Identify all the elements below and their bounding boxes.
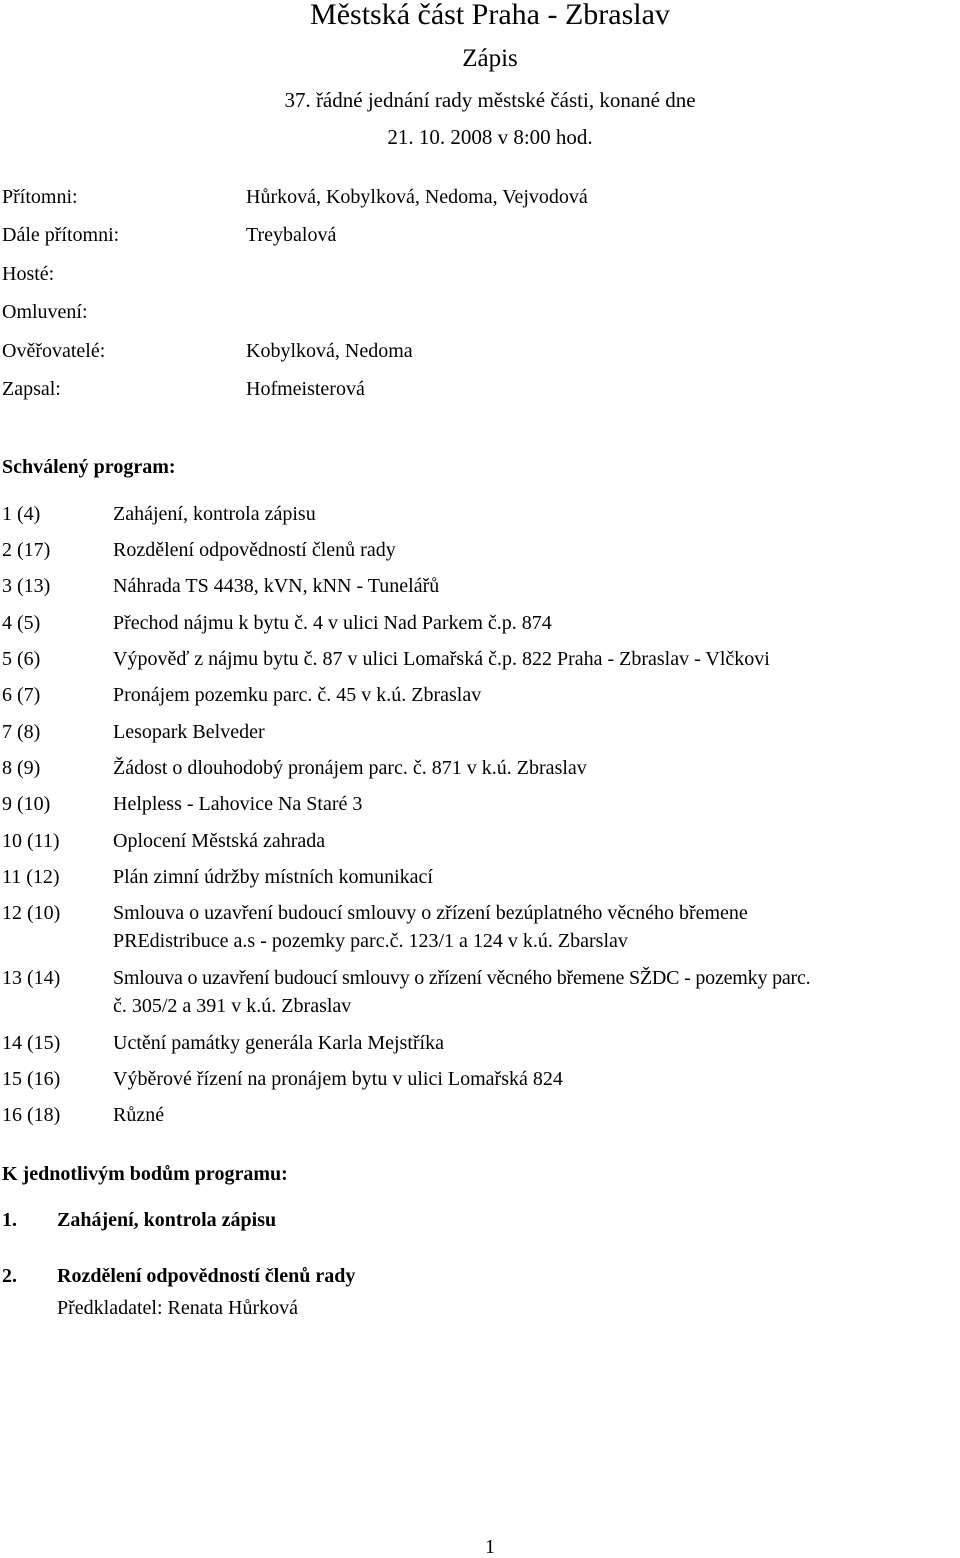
- program-item-text: Náhrada TS 4438, kVN, kNN - Tunelářů: [113, 575, 440, 597]
- program-item-text: Zahájení, kontrola zápisu: [113, 503, 316, 525]
- program-item-number: 6 (7): [2, 684, 41, 706]
- program-item-number: 12 (10): [2, 902, 61, 924]
- program-item-text: Oplocení Městská zahrada: [113, 830, 326, 852]
- details-heading: K jednotlivým bodům programu:: [2, 1163, 288, 1185]
- program-item-number: 4 (5): [2, 612, 41, 634]
- program-item-number: 10 (11): [2, 830, 60, 852]
- program-item-text: Smlouva o uzavření budoucí smlouvy o zřízení bezúplatného věcného břemene: [113, 902, 748, 924]
- program-item-text: Přechod nájmu k bytu č. 4 v ulici Nad Parkem č.p. 874: [113, 612, 552, 634]
- program-item-text: Rozdělení odpovědností členů rady: [113, 539, 396, 561]
- section-number: 2.: [2, 1265, 17, 1287]
- section-presenter: Předkladatel: Renata Hůrková: [57, 1297, 299, 1319]
- program-item-number: 15 (16): [2, 1068, 61, 1090]
- program-item-text-continued: PREdistribuce a.s - pozemky parc.č. 123/1 a 124 v k.ú. Zbarslav: [113, 930, 628, 952]
- program-item-text: Různé: [113, 1104, 165, 1126]
- attendance-value-verifiers: Kobylková, Nedoma: [246, 340, 413, 362]
- program-item-number: 9 (10): [2, 793, 51, 815]
- section-title: Zahájení, kontrola zápisu: [57, 1209, 277, 1231]
- program-item-text: Smlouva o uzavření budoucí smlouvy o zřízení věcného břemene SŽDC - pozemky parc.: [113, 967, 811, 989]
- program-item-number: 3 (13): [2, 575, 51, 597]
- program-item-text-continued: č. 305/2 a 391 v k.ú. Zbraslav: [113, 995, 352, 1017]
- document-title: Městská část Praha - Zbraslav: [310, 0, 670, 31]
- program-item-number: 5 (6): [2, 648, 41, 670]
- attendance-value-also-present: Treybalová: [246, 224, 337, 246]
- section-number: 1.: [2, 1209, 17, 1231]
- page-number: 1: [485, 1536, 495, 1558]
- attendance-label-verifiers: Ověřovatelé:: [2, 340, 106, 362]
- program-item-text: Lesopark Belveder: [113, 721, 265, 743]
- program-item-number: 16 (18): [2, 1104, 61, 1126]
- program-item-number: 14 (15): [2, 1032, 61, 1054]
- program-item-number: 2 (17): [2, 539, 51, 561]
- program-item-number: 13 (14): [2, 967, 61, 989]
- attendance-value-recorder: Hofmeisterová: [246, 378, 365, 400]
- program-item-text: Uctění památky generála Karla Mejstříka: [113, 1032, 444, 1054]
- program-item-number: 7 (8): [2, 721, 41, 743]
- attendance-label-guests: Hosté:: [2, 263, 55, 285]
- meeting-description: 37. řádné jednání rady městské části, konané dne: [284, 88, 696, 112]
- program-item-text: Plán zimní údržby místních komunikací: [113, 866, 433, 888]
- attendance-label-recorder: Zapsal:: [2, 378, 61, 400]
- program-item-number: 1 (4): [2, 503, 41, 525]
- program-item-number: 11 (12): [2, 866, 60, 888]
- attendance-label-excused: Omluvení:: [2, 301, 88, 323]
- program-heading: Schválený program:: [2, 456, 176, 478]
- section-title: Rozdělení odpovědností členů rady: [57, 1265, 356, 1287]
- meeting-date: 21. 10. 2008 v 8:00 hod.: [387, 125, 593, 149]
- program-item-text: Výpověď z nájmu bytu č. 87 v ulici Lomařská č.p. 822 Praha - Zbraslav - Vlčkovi: [113, 648, 770, 670]
- program-item-text: Helpless - Lahovice Na Staré 3: [113, 793, 363, 815]
- document-type: Zápis: [462, 45, 518, 72]
- attendance-label-present: Přítomni:: [2, 186, 78, 208]
- program-item-number: 8 (9): [2, 757, 41, 779]
- program-item-text: Pronájem pozemku parc. č. 45 v k.ú. Zbraslav: [113, 684, 482, 706]
- program-item-text: Výběrové řízení na pronájem bytu v ulici Lomařská 824: [113, 1068, 563, 1090]
- program-item-text: Žádost o dlouhodobý pronájem parc. č. 871 v k.ú. Zbraslav: [113, 757, 587, 779]
- attendance-value-present: Hůrková, Kobylková, Nedoma, Vejvodová: [246, 186, 588, 208]
- attendance-label-also-present: Dále přítomni:: [2, 224, 120, 246]
